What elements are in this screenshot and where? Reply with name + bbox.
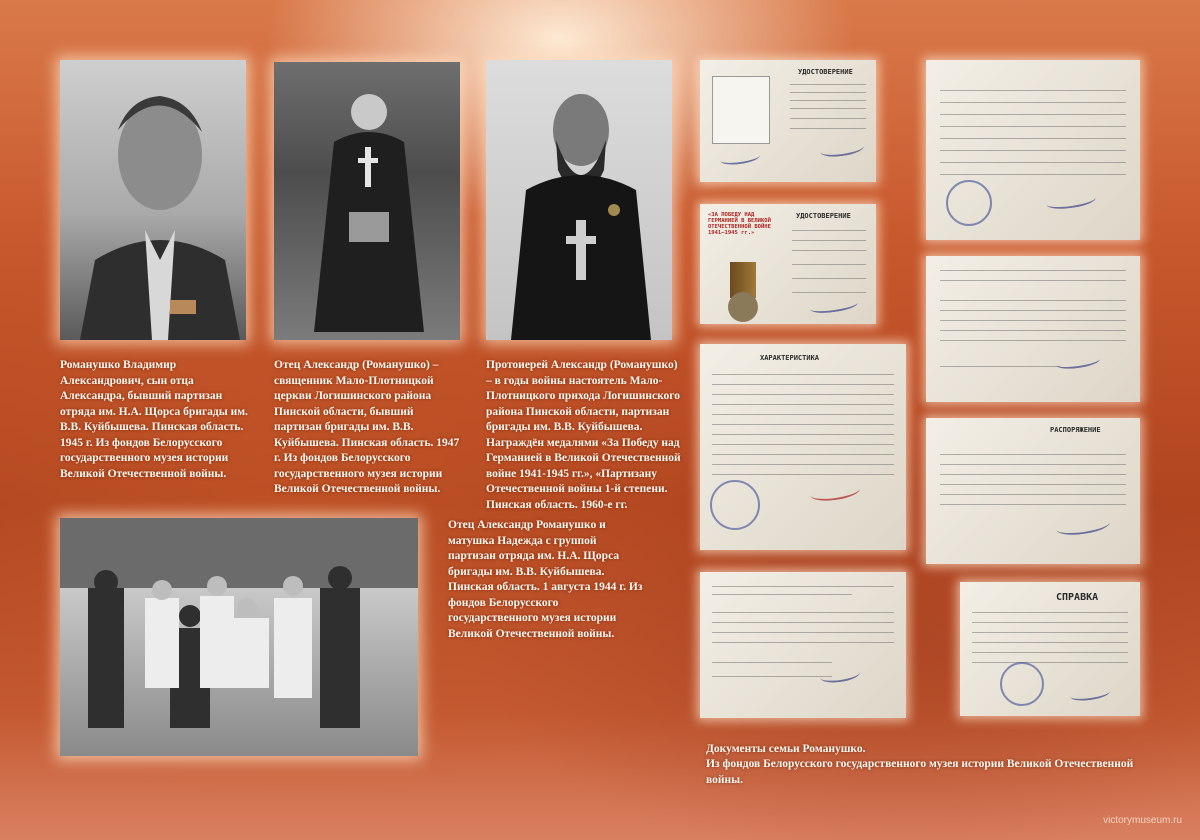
document-harakteristika: [700, 344, 906, 550]
portrait-vladimir-photo: [60, 60, 246, 340]
document-rasporyazhenie: [926, 418, 1140, 564]
portrait-protoierey-photo: [486, 60, 672, 340]
caption-protoierey: Протоиерей Александр (Романушко) – в годы войны настоятель Мало-Плотницкого прихода Логишинского района Пинской области, партизан бригады им. В.В. Куйбышева. Награждён медалями «За Победу над Германией в Великой Отечественной войне 1941-1945 гг.», «Партизану Отечественной войны 1-й степени. Пинская область. 1960-е гг.: [486, 359, 681, 511]
caption-group: Отец Александр Романушко и матушка Надежда с группой партизан отряда им. Н.А. Щорса бригады им. В.В. Куйбышева. Пинская область. 1 августа 1944 г. Из фондов Белорусского государственного музея истории Великой Отечественной войны.: [448, 519, 643, 640]
group-figures: [60, 518, 418, 756]
medal-icon: [728, 292, 758, 322]
document-medal-udostoverenie: [700, 204, 876, 324]
document-spravka: [960, 582, 1140, 716]
doc-title-spravka: СПРАВКА: [1056, 592, 1099, 603]
caption-documents-source: Из фондов Белорусского государственного музея истории Великой Отечественной войны.: [706, 758, 1134, 786]
portrait-father-seated-photo: [274, 62, 460, 340]
doc-title-harakteristika: ХАРАКТЕРИСТИКА: [760, 354, 820, 362]
doc-title-rasporyazhenie: РАСПОРЯЖЕНИЕ: [1050, 426, 1101, 434]
document-spravka-small: [700, 572, 906, 718]
watermark: victorymuseum.ru: [1103, 815, 1182, 826]
document-boevaya-harakteristika: [926, 60, 1140, 240]
portrait-vladimir-figure: [60, 60, 246, 340]
group-partisans-photo: [60, 518, 418, 756]
caption-documents-title: Документы семьи Романушко.: [706, 743, 866, 755]
doc-medal-text: «ЗА ПОБЕДУ НАД ГЕРМАНИЕЙ В ВЕЛИКОЙ ОТЕЧЕСТВЕННОЙ ВОЙНЕ 1941—1945 гг.»: [708, 212, 771, 236]
caption-vladimir: Романушко Владимир Александрович, сын отца Александра, бывший партизан отряда им. Н.А. Щорса бригады им. В.В. Куйбышева. Пинская область. 1945 г. Из фондов Белорусского государственного музея истории Великой Отечественной войны.: [60, 359, 248, 480]
document-partisan-brigade: [926, 256, 1140, 402]
doc-title-udostoverenie-1: УДОСТОВЕРЕНИЕ: [798, 68, 853, 76]
father-seated-figure: [274, 62, 460, 340]
caption-father-seated: Отец Александр (Романушко) – священник Мало-Плотницкой церкви Логишинского района Пинской области, бывший партизан бригады им. В.В. Куйбышева. Пинская область. 1947 г. Из фондов Белорусского государственного музея истории Великой Отечественной войны.: [274, 359, 460, 495]
doc-title-udostoverenie-2: УДОСТОВЕРЕНИЕ: [796, 212, 851, 220]
document-udostoverenie-1: [700, 60, 876, 182]
doc-photo-frame: [712, 76, 770, 144]
protoierey-figure: [486, 60, 672, 340]
